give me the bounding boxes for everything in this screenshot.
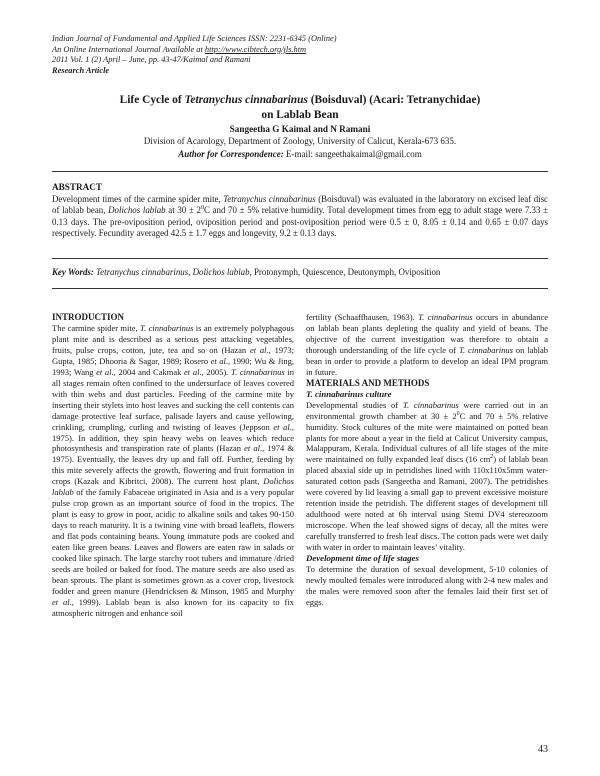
- culture-subheading: T. cinnabarinus culture: [306, 388, 392, 399]
- keywords: Key Words: Tetranychus cinnabarinus, Dolichos lablab, Protonymph, Quiescence, Deutonymph, Oviposition: [52, 267, 441, 277]
- paper-title: Life Cycle of Tetranychus cinnabarinus (Boisduval) (Acari: Tetranychidae) on Lablab Bean: [119, 94, 481, 121]
- journal-issue: 2011 Vol. 1 (2) April – June, pp. 43-47/Kaimal and Ramani: [52, 55, 251, 65]
- journal-url-link[interactable]: http://www.cibtech.org/jls.htm: [204, 44, 307, 54]
- affiliation: Division of Acarology, Department of Zoology, University of Calicut, Kerala-673 635.: [143, 136, 457, 146]
- intro-paragraph: The carmine spider mite, T. cinnabarinus is an extremely polyphagous plant mite and is described as a serious pest attacking vegetables, fruits, pulse crops, cotton, jute, tea and so on (Hazan et al., 1973; Gupta, 1985; Dhooria & Sagar, 1989; Rosero et al., 1990; Wu & Jing, 1993; Wang et al., 2004 and Cakmak et al., 2005). T. cinnabarinus in all stages remain often confined to the undersurface of leaves covered with thin webs and dust particles. Feeding of the carmine mite by inserting their stylets into host leaves and sucking the cell contents can damage protective leaf surface, palisade layers and cause yellowing, crinkling, crumpling, curling and twisting of leaves (Jeppson et al., 1975). In addition, they spin heavy webs on leaves which reduce photosynthesis and transpiration rate of plants (Hazan et al., 1974 & 1975). Eventually, the leaves dry up and fall off. Further, feeding by this mite severely affects the growth, flowering and fruit formation in crops (Kazak and Kibritci, 2008). The current host plant, Dolichos lablab of the family Fabaceae originated in Asia and is a very popular pulse crop grown as an important source of food in the tropics. The plant is easy to grow in poor, acidic to alkaline soils and takes 90-150 days to reach maturity. It is a twining vine with broad leaflets, flowers and flat pods containing beans. Young immature pods are cooked and eaten like green beans. Leaves and flowers are eaten raw in salads or cooked like spinach. The large starchy root tubers and immature /dried seeds are boiled or baked for food. The mature seeds are also used as bean sprouts. The plant is sometimes grown as a cover crop, livestock fodder and green manure (Hendricksen & Minson, 1985 and Murphy et al., 1999). Lablab bean is also known for its capacity to fix atmospheric nitrogen and enhance soil: [52, 323, 295, 618]
- intro-continued: fertility (Schaaffhausen, 1963). T. cinnabarinus occurs in abundance on lablab bean plants depleting the quality and yield of beans. The objective of the current investigation was therefore to obtain a thorough understanding of the life cycle of T. cinnabarinus on lablab bean in order to provide a platform to develop an ideal IPM program in future.: [306, 312, 548, 377]
- development-subheading: Development time of life stages: [306, 553, 419, 564]
- methods-heading: MATERIALS AND METHODS: [306, 377, 430, 388]
- correspondence: Author for Correspondence: E-mail: sangeethakaimal@gmail.com: [178, 149, 422, 159]
- divider-top: [52, 171, 548, 172]
- correspondence-email[interactable]: E-mail: sangeethakaimal@gmail.com: [283, 149, 422, 159]
- divider-bottom: [52, 288, 548, 289]
- abstract-body: Development times of the carmine spider mite, Tetranychus cinnabarinus (Boisduval) was evaluated in the laboratory on excised leaf disc of lablab bean, Dolichos lablab at $30 \pm 2^0C$ and 70 ± 5% relative humidity. Total development times from egg to adult stage were 7.33 ± 0.13 days. The pre-oviposition period, oviposition period and post-oviposition period were 0.5 ± 0, 8.05 ± 0.14 and 0.65 ± 0.07 days respectively. Fecundity averaged 42.5 ± 1.7 eggs and longevity, 9.2 ± 0.13 days.: [52, 194, 548, 238]
- page-number: 43: [538, 744, 548, 755]
- divider-mid: [52, 258, 548, 259]
- abstract-heading: ABSTRACT: [52, 182, 103, 192]
- article-type: Research Article: [52, 65, 110, 75]
- journal-name: Indian Journal of Fundamental and Applied Life Sciences ISSN: 2231-6345 (Online): [52, 34, 337, 43]
- intro-heading: INTRODUCTION: [52, 312, 125, 322]
- journal-header: [52, 34, 337, 76]
- right-column: [306, 312, 548, 608]
- left-column: [52, 312, 294, 619]
- culture-paragraph: Developmental studies of T. cinnabarinus were carried out in an environmental growth chamber at $30 \pm 2^0C$ and 70 ± 5% relative humidity. Stock cultures of the mite were maintained on potted bean plants for more about a year in the field at Calicut University campus, Malappuram, Kerala. Individual cultures of all life stages of the mite were maintained on fully expanded leaf discs (16 $cm^2$) of lablab bean placed abaxial side up in petridishes lined with 110x110x5mm water-saturated cotton pads (Sangeetha and Ramani, 2007). The petridishes were covered by lid leaving a small gap to prevent excessive moisture retention inside the petridish. The different stages of development till adulthood were noted at 6h interval using Stemi DV4 stereozoom microscope. When the leaf showed signs of decay, all the mites were carefully transferred to fresh leaf discs. The cotton pads were wet daily with water in order to maintain leaves’ vitality.: [306, 399, 548, 553]
- journal-availability: An Online International Journal Available at http://www.cibtech.org/jls.htm: [52, 44, 307, 54]
- development-paragraph: To determine the duration of sexual development, 5-10 colonies of newly moulted females were introduced along with 2-4 new males and the males were removed soon after the females laid their first set of eggs.: [306, 563, 548, 607]
- authors: Sangeetha G Kaimal and N Ramani: [229, 124, 371, 134]
